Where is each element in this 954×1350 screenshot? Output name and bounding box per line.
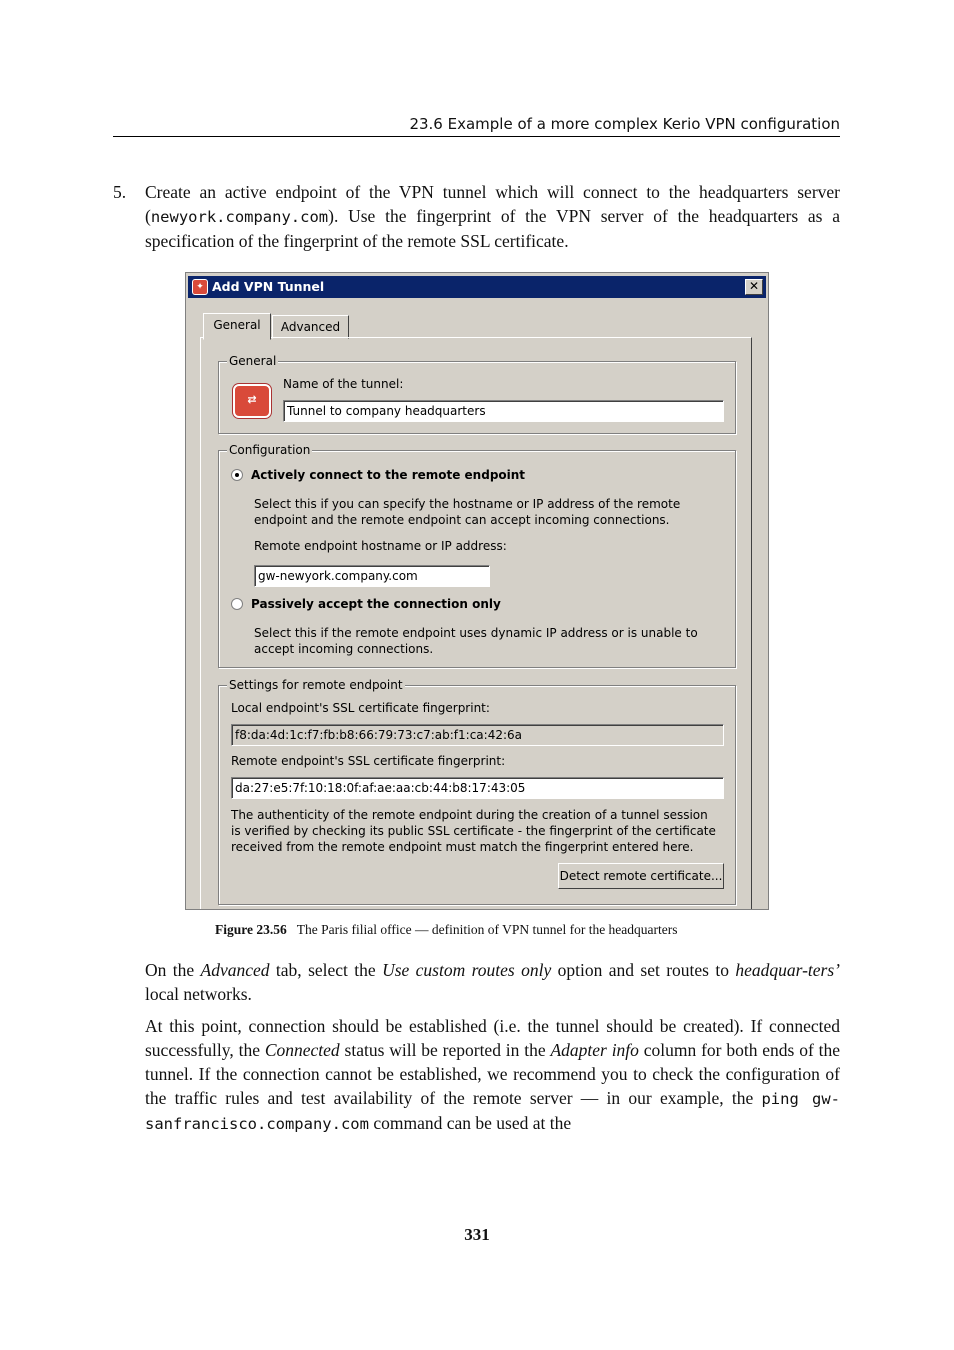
figure-label: Figure 23.56 [215, 922, 287, 937]
step-text-1: Create an active endpoint of the VPN tunnel which will connect to the headquarters server ( [145, 182, 840, 226]
remote-endpoint-groupbox [218, 678, 736, 905]
hostname-input[interactable]: gw-newyork.company.com [254, 565, 490, 587]
remote-endpoint-legend: Settings for remote endpoint [229, 678, 403, 692]
paragraph-connection [145, 1014, 840, 1136]
paragraph-advanced-tab [145, 958, 840, 1006]
active-connect-radio[interactable] [231, 469, 243, 481]
connected-term: Connected [264, 1040, 340, 1060]
para1-text-3: option and set routes to [551, 960, 736, 980]
tunnel-name-label: Name of the tunnel: [283, 377, 404, 391]
close-button[interactable]: ✕ [745, 279, 763, 295]
headquarters-term: headquar-ters’ [735, 960, 841, 980]
detect-certificate-button[interactable]: Detect remote certificate... [558, 863, 724, 889]
para2-text-4: command can be used at the [368, 1113, 572, 1133]
remote-fingerprint-input[interactable]: da:27:e5:7f:10:18:0f:af:ae:aa:cb:44:b8:17:43:05 [231, 777, 724, 799]
step-text-2: ). Use the fingerprint of the VPN server of the headquarters as a specification of the fingerprint of the remote SSL certificate. [145, 206, 840, 251]
para1-text-2: tab, select the [269, 960, 383, 980]
add-vpn-tunnel-dialog [185, 272, 769, 910]
step-paragraph [145, 180, 840, 253]
server-name: newyork.company.com [150, 208, 329, 226]
passive-accept-description: Select this if the remote endpoint uses dynamic IP address or is unable to accept incoming connections. [254, 626, 698, 656]
tunnel-name-input[interactable]: Tunnel to company headquarters [283, 400, 724, 422]
tab-advanced[interactable]: Advanced [272, 315, 349, 339]
configuration-groupbox [218, 443, 736, 668]
step-number: 5. [113, 182, 127, 202]
general-tab-panel [200, 337, 752, 910]
custom-routes-term: Use custom routes only [382, 960, 552, 980]
para1-text-1: On the [145, 960, 201, 980]
vpn-tunnel-icon: ⇄ [233, 384, 271, 418]
passive-accept-label[interactable]: Passively accept the connection only [251, 597, 501, 611]
tab-general[interactable]: General [203, 313, 271, 340]
general-groupbox [218, 354, 736, 434]
remote-fingerprint-label: Remote endpoint's SSL certificate fingerprint: [231, 754, 506, 768]
local-fingerprint-field: f8:da:4d:1c:f7:fb:b8:66:79:73:c7:ab:f1:ca:42:6a [231, 724, 724, 746]
active-connect-label[interactable]: Actively connect to the remote endpoint [251, 468, 526, 482]
configuration-legend: Configuration [229, 443, 311, 457]
passive-accept-radio[interactable] [231, 598, 243, 610]
figure-caption [215, 920, 678, 940]
dialog-titlebar [188, 276, 766, 298]
active-connect-description: Select this if you can specify the hostname or IP address of the remote endpoint and the remote endpoint can accept incoming connections. [254, 497, 681, 527]
page-number: 331 [464, 1225, 490, 1244]
hostname-label: Remote endpoint hostname or IP address: [254, 539, 507, 553]
ping-command: ping gw-sanfrancisco.company.com [145, 1090, 840, 1133]
figure-caption-text: The Paris filial office — definition of VPN tunnel for the headquarters [296, 922, 678, 937]
para1-text-4: local networks. [145, 984, 252, 1004]
adapter-info-term: Adapter info [550, 1040, 639, 1060]
running-header: 23.6 Example of a more complex Kerio VPN configuration [113, 113, 840, 137]
para2-text-2: status will be reported in the [339, 1040, 551, 1060]
app-icon: ✦ [192, 279, 208, 295]
general-legend: General [229, 354, 277, 368]
authenticity-note: The authenticity of the remote endpoint during the creation of a tunnel session is verified by checking its public SSL certificate - the fingerprint of the certificate received from the remote endpoint must match the fingerprint entered here. [231, 808, 716, 854]
dialog-title: Add VPN Tunnel [212, 279, 325, 294]
para2-text-3: column for both ends of the tunnel. If the connection cannot be established, we recommend you to check the configuration of the traffic rules and test availability of the remote server — in our example, the [145, 1040, 841, 1108]
advanced-term: Advanced [200, 960, 270, 980]
local-fingerprint-label: Local endpoint's SSL certificate fingerprint: [231, 701, 490, 715]
para2-text-1: At this point, connection should be established (i.e. the tunnel should be created). If connected successfully, the [145, 1016, 840, 1060]
